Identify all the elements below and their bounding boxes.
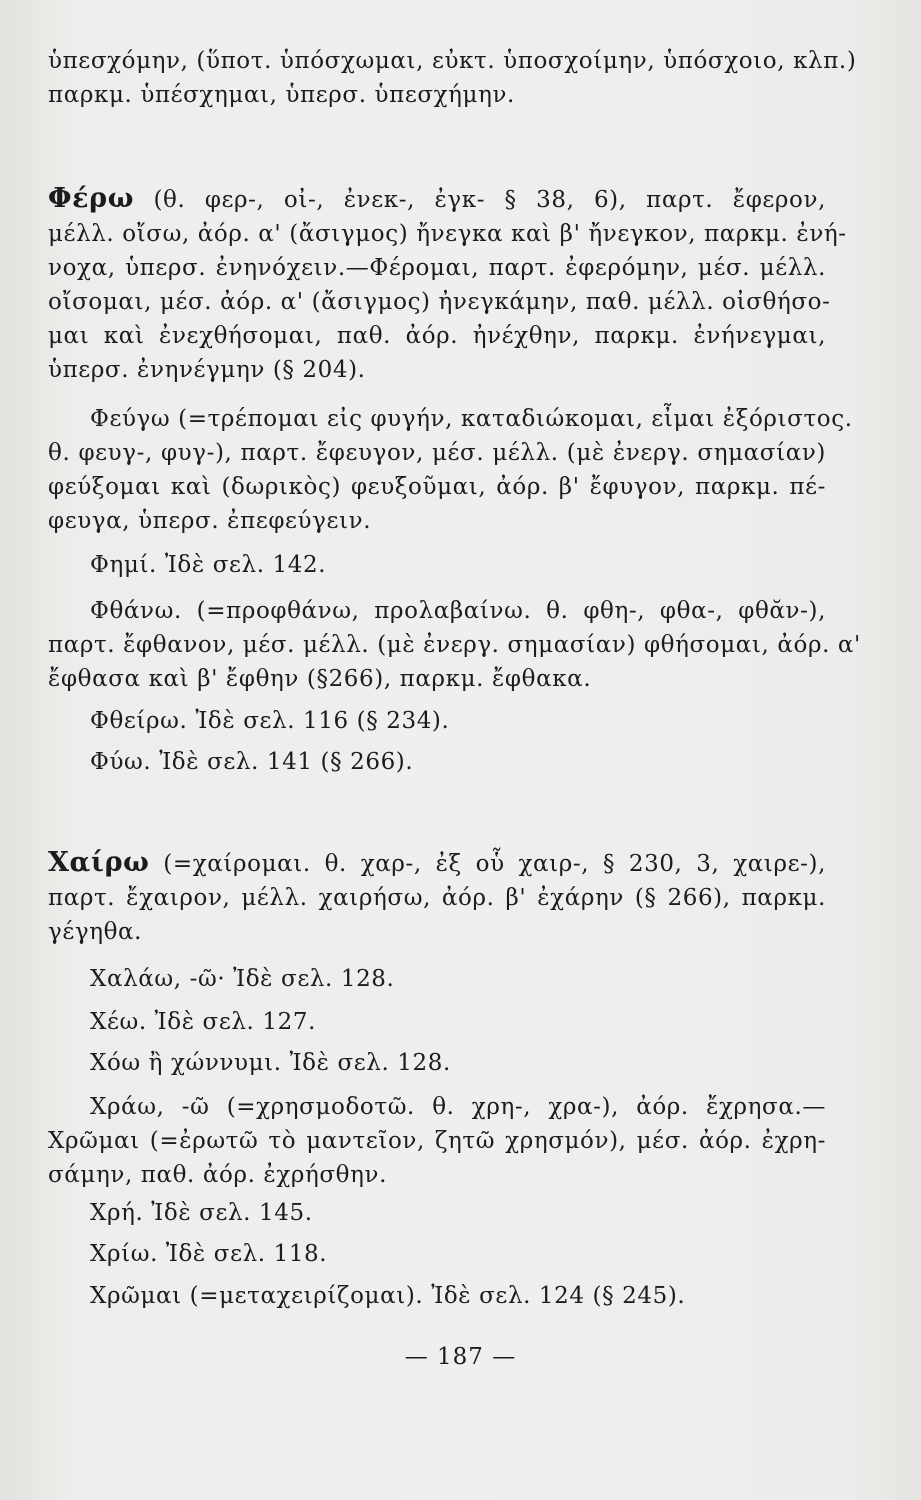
entry-choo	[48, 1046, 826, 1080]
entry-chromai	[48, 1279, 826, 1313]
text-line: μαι καὶ ἐνεχθήσομαι, παθ. ἀόρ. ἠνέχθην, παρκμ. ἐνήνεγμαι,	[48, 323, 826, 349]
text-line: φευγα, ὑπερσ. ἐπεφεύγειν.	[48, 508, 372, 534]
text-line: Φθάνω. (=προφθάνω, προλαβαίνω. θ. φθη-, φθα-, φθᾰν-),	[90, 598, 826, 624]
entry-chrio	[48, 1237, 826, 1271]
entry-chalao	[48, 962, 826, 996]
text-line: Φθείρω. Ἰδὲ σελ. 116 (§ 234).	[90, 708, 450, 734]
text-line: Φεύγω (=τρέπομαι εἰς φυγήν, καταδιώκομαι, εἶμαι ἐξόριστος.	[90, 406, 853, 432]
entry-fyo	[48, 745, 826, 779]
text-line: παρτ. ἔφθανον, μέσ. μέλλ. (μὲ ἐνεργ. σημασίαν) φθήσομαι, ἀόρ. α'	[48, 632, 861, 658]
text-line: Χρή. Ἰδὲ σελ. 145.	[90, 1200, 313, 1226]
text-line: νοχα, ὑπερσ. ἐνηνόχειν.—Φέρομαι, παρτ. ἐφερόμην, μέσ. μέλλ.	[48, 255, 826, 281]
continuation-paragraph	[48, 44, 857, 112]
text-line: ἔφθασα καὶ β' ἔφθην (§266), παρκμ. ἔφθακα.	[48, 666, 592, 692]
entry-first-line	[48, 846, 826, 881]
text-line: Χρῶμαι (=μεταχειρίζομαι). Ἰδὲ σελ. 124 (§ 245).	[90, 1283, 686, 1309]
text-line: μέλλ. οἴσω, ἀόρ. α' (ἄσιγμος) ἤνεγκα καὶ β' ἤνεγκον, παρκμ. ἐνή-	[48, 221, 847, 247]
entry-first-line	[48, 182, 826, 217]
text-line: Χέω. Ἰδὲ σελ. 127.	[90, 1009, 316, 1035]
headword: Χαίρω	[48, 847, 150, 878]
text-line: θ. φευγ-, φυγ-), παρτ. ἔφευγον, μέσ. μέλλ. (μὲ ἐνεργ. σημασίαν)	[48, 440, 826, 466]
text-line: σάμην, παθ. ἀόρ. ἐχρήσθην.	[48, 1162, 388, 1188]
text-line: οἴσομαι, μέσ. ἀόρ. α' (ἄσιγμος) ἠνεγκάμην, παθ. μέλλ. οἰσθήσο-	[48, 289, 831, 315]
text-line: Χαλάω, -ῶ· Ἰδὲ σελ. 128.	[90, 966, 395, 992]
text-line: ὑπερσ. ἐνηνέγμην (§ 204).	[48, 357, 366, 383]
text-line: Χρῶμαι (=ἐρωτῶ τὸ μαντεῖον, ζητῶ χρησμόν), μέσ. ἀόρ. ἐχρη-	[48, 1128, 826, 1154]
text-line: Χράω, -ῶ (=χρησμοδοτῶ. θ. χρη-, χρα-), ἀόρ. ἔχρησα.—	[90, 1094, 826, 1120]
entry-chairo	[48, 846, 826, 949]
entry-cheo	[48, 1005, 826, 1039]
entry-fero	[48, 182, 847, 387]
text-line: παρτ. ἔχαιρον, μέλλ. χαιρήσω, ἀόρ. β' ἐχάρην (§ 266), παρκμ.	[48, 885, 826, 911]
entry-ftheiro	[48, 704, 826, 738]
entry-text: (θ. φερ-, οἰ-, ἐνεκ-, ἐγκ- § 38, 6), παρτ. ἔφερον,	[134, 187, 826, 213]
text-line: Χρίω. Ἰδὲ σελ. 118.	[90, 1241, 328, 1267]
page-number: — 187 —	[404, 1344, 517, 1370]
text-line: φεύξομαι καὶ (δωρικὸς) φευξοῦμαι, ἀόρ. β' ἔφυγον, παρκμ. πέ-	[48, 474, 826, 500]
text-line: γέγηθα.	[48, 919, 143, 945]
headword: Φέρω	[48, 183, 134, 214]
entry-chri	[48, 1196, 826, 1230]
entry-feugo	[48, 402, 853, 538]
entry-text: (=χαίρομαι. θ. χαρ-, ἐξ οὗ χαιρ-, § 230, 3, χαιρε-),	[149, 851, 826, 877]
entry-chrao	[48, 1090, 826, 1192]
entry-fimi	[48, 548, 826, 582]
text-line: παρκμ. ὑπέσχημαι, ὑπερσ. ὑπεσχήμην.	[48, 82, 515, 108]
text-line: Φύω. Ἰδὲ σελ. 141 (§ 266).	[90, 749, 414, 775]
text-line: Χόω ἢ χώννυμι. Ἰδὲ σελ. 128.	[90, 1050, 451, 1076]
text-line: ὑπεσχόμην, (ὕποτ. ὑπόσχωμαι, εὐκτ. ὑποσχοίμην, ὑπόσχοιο, κλπ.)	[48, 48, 857, 74]
entry-fthano	[48, 594, 861, 696]
text-line: Φημί. Ἰδὲ σελ. 142.	[90, 552, 327, 578]
